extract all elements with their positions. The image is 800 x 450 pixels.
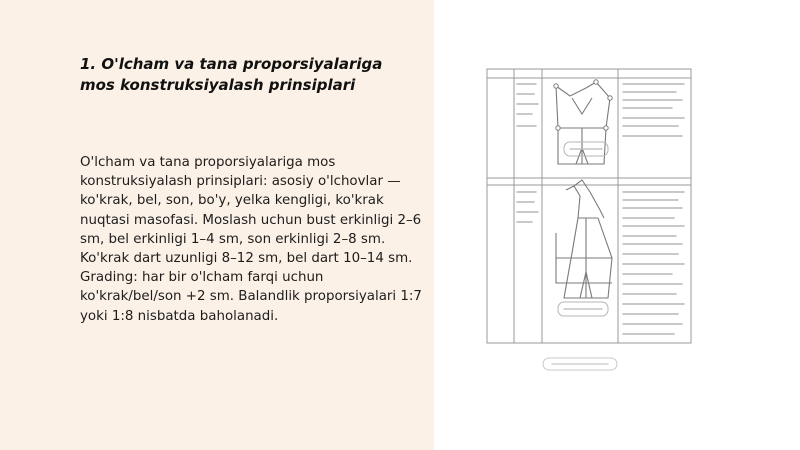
- slide-body-text: O'lcham va tana proporsiyalariga mos konstruksiyalash prinsiplari: asosiy o'lchovlar — ko'krak, bel, son, bo'y, yelka kengligi, ko'krak nuqtasi masofasi. Moslash uchun bust erkinligi 2–6 sm, bel erkinligi 1–4 sm, son erkinligi 2–8 sm. Ko'krak dart uzunligi 8–12 sm, bel dart 10–14 sm. Grading: har bir o'lcham farqi uchun ko'krak/bel/son +2 sm. Balandlik proporsiyalari 1:7 yoki 1:8 nisbatda baholanadi.: [80, 155, 422, 324]
- pattern-construction-table-image: [486, 68, 692, 344]
- slide-title: 1. O'lcham va tana proporsiyalariga mos konstruksiyalash prinsiplari: [80, 55, 383, 94]
- figure-caption-stamp: [542, 357, 618, 371]
